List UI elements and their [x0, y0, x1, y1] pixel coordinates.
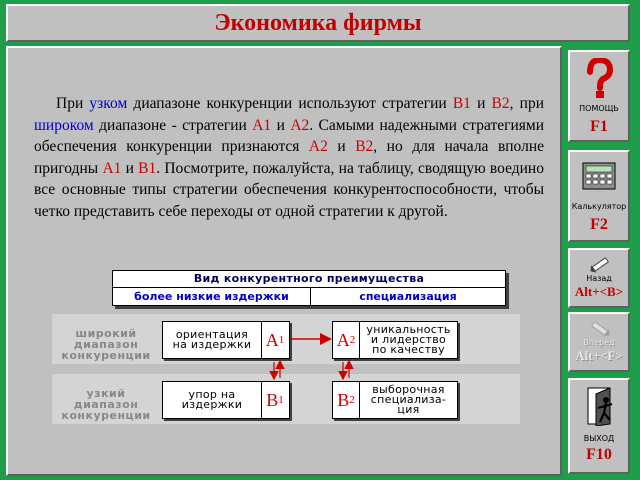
term-a2: А2: [290, 116, 310, 134]
term-b2: B2: [355, 138, 374, 155]
calculator-icon: [582, 162, 616, 190]
back-label: Назад: [586, 274, 612, 283]
help-label: ПОМОЩЬ: [579, 104, 619, 113]
advantage-type-header: Вид конкурентного преимущества: [113, 271, 505, 288]
term-a2: А2: [308, 138, 328, 155]
narrow-range-label: узкий диапазон конкуренции: [61, 387, 151, 422]
text-seg: и: [327, 138, 356, 155]
b1-letter: B: [266, 389, 279, 410]
strategy-b1-text: упор на издержки: [181, 388, 243, 411]
term-a1: А1: [102, 159, 122, 177]
a2-subscript: 2: [349, 334, 356, 346]
term-b2: B2: [491, 95, 510, 112]
specialization-column: специализация: [359, 290, 457, 303]
b1-subscript: 1: [278, 394, 284, 406]
forward-arrow-icon: [588, 316, 612, 340]
term-b1: B1: [452, 95, 471, 112]
forward-shortcut: Alt+<F>: [575, 348, 623, 363]
term-a1: А1: [252, 116, 272, 134]
main-panel: [6, 46, 562, 476]
calculator-label: Калькулятор: [571, 202, 627, 211]
back-button[interactable]: [568, 248, 630, 308]
forward-label: Вперед: [583, 338, 615, 347]
exit-shortcut: F10: [586, 446, 612, 463]
page-title: Экономика фирмы: [214, 10, 422, 36]
help-button[interactable]: [568, 50, 630, 142]
text-seg: . Посмотрите, пожалуйста, на таблицу, сводящую воедино все основные типы стратегии обеспечения конкурентоспособности, чтобы четко представить себе переходы от одной стратегии к другой.: [34, 159, 544, 220]
a2-letter: A: [336, 329, 350, 350]
question-mark-icon: [584, 58, 614, 98]
back-arrow-icon: [588, 252, 612, 276]
a1-subscript: 1: [278, 334, 285, 346]
calculator-button[interactable]: [568, 150, 630, 242]
text-seg: и: [121, 159, 139, 177]
term-b1: В1: [138, 159, 157, 177]
text-seg: и: [470, 95, 492, 112]
arrow-a2-b2: [343, 362, 349, 378]
exit-button[interactable]: [568, 378, 630, 474]
term-wide: широком: [34, 116, 94, 134]
b2-letter: B: [337, 389, 350, 410]
exit-label: ВЫХОД: [583, 434, 615, 443]
forward-button[interactable]: [568, 312, 630, 372]
lower-cost-column: более низкие издержки: [113, 288, 311, 305]
wide-range-label: широкий диапазон конкуренции: [61, 327, 151, 362]
text-seg: диапазоне - стратегии: [93, 116, 253, 134]
title-bar: [6, 4, 630, 42]
strategy-a2-text: уникальность и лидерство по качеству: [366, 323, 451, 356]
text-seg: диапазоне конкуренции используют стратегии: [127, 95, 453, 112]
back-shortcut: Alt+<B>: [574, 284, 624, 299]
text-seg: При: [56, 95, 90, 112]
transition-arrows: [8, 48, 560, 474]
text-seg: и: [271, 116, 291, 134]
text-seg: , но для начала вполне пригодны: [34, 138, 545, 177]
text-seg: , при: [509, 95, 544, 112]
b2-subscript: 2: [349, 394, 355, 406]
calculator-shortcut: F2: [590, 216, 608, 233]
strategy-b2-text: выборочная специализа- ция: [370, 383, 447, 416]
help-shortcut: F1: [590, 118, 608, 135]
arrow-a1-b1: [274, 362, 280, 378]
strategy-a1-text: ориентация на издержки: [172, 328, 252, 351]
exit-door-icon: [584, 386, 618, 426]
text-seg: . Самыми надежными стратегиями обеспечения конкуренции признаются: [34, 116, 544, 155]
a1-letter: A: [265, 329, 279, 350]
term-narrow: узком: [89, 95, 128, 112]
